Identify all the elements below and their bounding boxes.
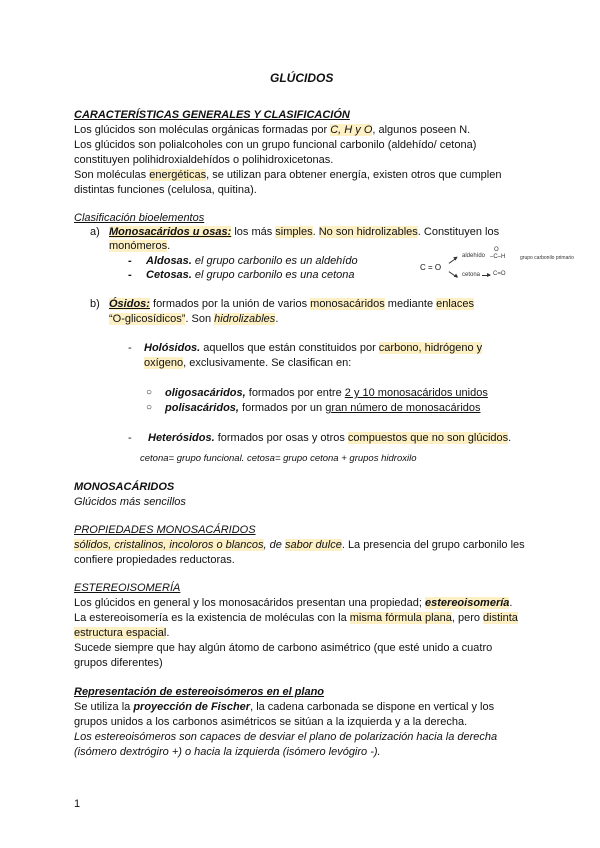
paragraph-line: (isómero dextrógiro +) o hacia la izquierda (isómero levógiro -). <box>74 746 381 758</box>
highlight-energeticas: energéticas <box>149 169 207 181</box>
text-run: . Son <box>185 313 215 325</box>
paragraph-line <box>74 700 494 714</box>
highlight-sabor-dulce: sabor dulce <box>284 539 342 551</box>
text-run: . <box>166 627 170 639</box>
text-run: los más <box>231 226 276 238</box>
section-heading-monosacaridos: MONOSACÁRIDOS <box>74 481 175 493</box>
subtitle-monosacaridos: Glúcidos más sencillos <box>74 496 186 508</box>
highlight-monosacaridos: monosacáridos <box>310 298 385 310</box>
bullet-circle: ○ <box>146 402 153 413</box>
highlight-estructura-espacial: estructura espacial <box>74 627 167 639</box>
term-polisacaridos: polisacáridos, <box>165 402 239 414</box>
highlight-chon: C, H y O <box>330 124 373 136</box>
text-run: formados por la unión de varios <box>149 298 311 310</box>
highlight-no-hidrolizables: No son hidrolizables <box>318 226 418 238</box>
text-run: . La presencia del grupo carbonilo les <box>341 539 525 551</box>
text-run: Son moléculas <box>74 169 150 181</box>
text-run: formados por osas y otros <box>214 432 348 444</box>
subitem-holosidos <box>144 341 482 355</box>
list-marker-b: b) <box>90 298 100 310</box>
section-heading-caracteristicas: CARACTERÍSTICAS GENERALES Y CLASIFICACIÓN <box>74 109 350 121</box>
list-item-monosacaridos <box>109 225 499 239</box>
highlight-misma-formula: misma fórmula plana <box>349 612 452 624</box>
term-fischer: proyección de Fischer <box>133 701 251 713</box>
underline-gran-numero: gran número de monosacáridos <box>325 402 481 414</box>
carbonyl-diagram <box>420 247 590 284</box>
text-run: . Constituyen los <box>417 226 500 238</box>
text-run: Se utiliza la <box>74 701 134 713</box>
paragraph-line <box>74 123 470 137</box>
bullet: - <box>128 342 132 354</box>
highlight-compuestos: compuestos que no son glúcidos <box>347 432 509 444</box>
bullet: - <box>128 269 132 281</box>
text-run: . <box>167 240 171 252</box>
list-item-osidos <box>109 297 474 311</box>
text-run: formados por un <box>238 402 326 414</box>
paragraph-line: Los glúcidos son polialcoholes con un grupo funcional carbonilo (aldehído/ cetona) <box>74 139 477 151</box>
term-monosacaridos: Monosacáridos u osas: <box>109 226 232 238</box>
term-holosidos: Holósidos. <box>144 342 201 354</box>
subitem-heterosidos <box>148 431 511 445</box>
page-number: 1 <box>74 798 81 810</box>
paragraph-line <box>74 168 501 182</box>
subitem-holosidos-cont <box>144 356 351 370</box>
section-heading-clasificacion: Clasificación bioelementos <box>74 212 205 224</box>
paragraph-line: Sucede siempre que hay algún átomo de carbono asimétrico (que esté unido a cuatro <box>74 642 493 654</box>
subitem-aldosas <box>146 254 358 268</box>
text-run: Los glúcidos en general y los monosacáridos presentan una propiedad; <box>74 597 426 609</box>
paragraph-line <box>74 611 518 625</box>
subitem-polisacaridos <box>165 401 481 415</box>
paragraph-line: Los estereoisómeros son capaces de desviar el plano de polarización hacia la derecha <box>74 731 498 743</box>
diagram-top-label: aldehído <box>462 253 486 259</box>
text-run: . <box>275 313 279 325</box>
list-item-monosacaridos-cont <box>109 239 170 253</box>
term-osidos: Ósidos: <box>109 298 150 310</box>
text-run: , se utilizan para obtener energía, existen otros que cumplen <box>206 169 502 181</box>
paragraph-line <box>74 538 525 552</box>
term-oligosacaridos: oligosacáridos, <box>165 387 246 399</box>
section-heading-estereoisomeria: ESTEREOISOMERÍA <box>74 582 181 594</box>
text-run: Los glúcidos son moléculas orgánicas formadas por <box>74 124 331 136</box>
section-heading-propiedades: PROPIEDADES MONOSACÁRIDOS <box>74 524 256 536</box>
list-marker-a: a) <box>90 226 100 238</box>
text-run: . <box>508 432 512 444</box>
bullet-circle: ○ <box>146 387 153 398</box>
paragraph-line <box>74 596 512 610</box>
diagram-center-label: C = O <box>420 263 442 272</box>
term-heterosidos: Heterósidos. <box>148 432 215 444</box>
highlight-solidos: sólidos, cristalinos, incoloros o blancos <box>74 539 264 551</box>
diagram-top-o: O <box>494 247 499 253</box>
diagram-arrow-down-icon <box>449 271 458 278</box>
highlight-carbono-hidrogeno: carbono, hidrógeno y <box>378 342 483 354</box>
bullet: - <box>128 432 132 444</box>
list-item-osidos-cont <box>109 312 278 326</box>
paragraph-line <box>74 626 169 640</box>
highlight-enlaces: enlaces <box>436 298 475 310</box>
paragraph-line: distintas funciones (celulosa, quitina). <box>74 184 257 196</box>
diagram-arrow-right-icon <box>482 275 490 276</box>
text-run: aquellos que están constituidos por <box>200 342 379 354</box>
highlight-monomeros: monómeros <box>109 240 168 252</box>
highlight-hidrolizables: hidrolizables <box>214 313 276 325</box>
text-run: , la cadena carbonada se dispone en vertical y los <box>250 701 495 713</box>
note-cetona-cetosa: cetona= grupo funcional. cetosa= grupo cetona + grupos hidroxilo <box>140 453 417 464</box>
text-run: , algunos poseen N. <box>372 124 471 136</box>
text-run: . <box>312 226 319 238</box>
diagram-arrow-up-icon <box>449 257 458 264</box>
paragraph-line: grupos diferentes) <box>74 657 163 669</box>
text-run: La estereoisomería es la existencia de moléculas con la <box>74 612 350 624</box>
text-run: el grupo carbonilo es un aldehído <box>191 255 358 267</box>
bullet: - <box>128 255 132 267</box>
paragraph-line: constituyen polihidroxialdehídos o polihidroxicetonas. <box>74 154 334 166</box>
text-run: . <box>509 597 513 609</box>
text-run: , exclusivamente. Se clasifican en: <box>183 357 352 369</box>
document-title: GLÚCIDOS <box>270 71 334 85</box>
paragraph-line: confiere propiedades reductoras. <box>74 554 235 566</box>
text-run: , de <box>263 539 285 551</box>
text-run: el grupo carbonilo es una cetona <box>191 269 355 281</box>
highlight-distinta: distinta <box>483 612 518 624</box>
subitem-oligosacaridos <box>165 386 488 400</box>
subitem-cetosas <box>146 268 355 282</box>
section-heading-representacion: Representación de estereoisómeros en el plano <box>74 686 325 698</box>
diagram-bottom-formula: C=O <box>493 271 506 277</box>
term-cetosas: Cetosas. <box>146 269 192 281</box>
diagram-top-formula: –C–H <box>490 254 506 260</box>
text-run: , pero <box>451 612 484 624</box>
highlight-simples: simples <box>275 226 313 238</box>
diagram-right-note: grupo carbonilo primario <box>520 255 574 261</box>
highlight-estereoisomeria: estereoisomería <box>425 597 510 609</box>
highlight-o-glicosidicos: “O-glicosídicos” <box>109 313 186 325</box>
text-run: formados por entre <box>245 387 345 399</box>
paragraph-line: grupos unidos a los carbonos asimétricos se sitúan a la izquierda y a la derecha. <box>74 716 468 728</box>
underline-2-10: 2 y 10 monosacáridos unidos <box>344 387 488 399</box>
highlight-oxigeno: oxígeno <box>144 357 184 369</box>
term-aldosas: Aldosas. <box>146 255 192 267</box>
diagram-bottom-label: cetona <box>462 272 481 278</box>
text-run: mediante <box>384 298 437 310</box>
